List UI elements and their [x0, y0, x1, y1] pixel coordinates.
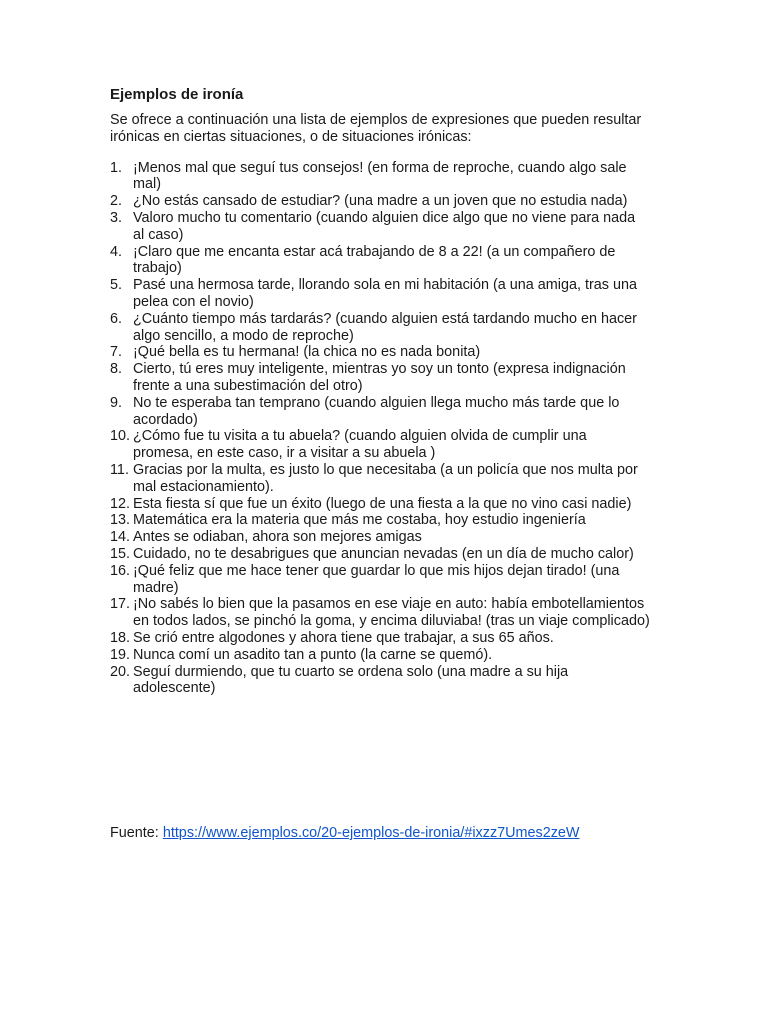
- list-item-text: No te esperaba tan temprano (cuando alguien llega mucho más tarde que lo acordado): [133, 394, 620, 428]
- list-item-text: Esta fiesta sí que fue un éxito (luego de una fiesta a la que no vino casi nadie): [133, 495, 632, 512]
- document-body: [110, 86, 650, 697]
- list-item: [110, 630, 650, 647]
- list-item-text: Antes se odiaban, ahora son mejores amigas: [133, 529, 422, 546]
- list-item: [110, 664, 650, 698]
- list-item: [110, 462, 650, 496]
- list-item-number: 9.: [110, 394, 123, 411]
- source-line: [110, 825, 710, 842]
- list-item: [110, 546, 650, 563]
- list-item-text: Matemática era la materia que más me costaba, hoy estudio ingeniería: [133, 512, 586, 529]
- list-item: [110, 361, 650, 395]
- list-item-text: ¿No estás cansado de estudiar? (una madre a un joven que no estudia nada): [133, 193, 628, 210]
- list-item-text: Cuidado, no te desabrigues que anuncian nevadas (en un día de mucho calor): [133, 545, 634, 562]
- list-item-number: 8.: [110, 361, 123, 378]
- list-item-number: 2.: [110, 193, 123, 210]
- list-item-number: 6.: [110, 310, 123, 327]
- list-item-text: ¿Cómo fue tu visita a tu abuela? (cuando alguien olvida de cumplir una promesa, en este caso, ir a visitar a su abuela ): [133, 428, 587, 462]
- list-item: [110, 277, 650, 311]
- list-item-number: 18.: [110, 629, 131, 646]
- intro-paragraph: Se ofrece a continuación una lista de ejemplos de expresiones que pueden resultar irónicas en ciertas situaciones, o de situaciones irónicas:: [110, 112, 642, 145]
- list-item: [110, 193, 650, 210]
- list-item: [110, 496, 650, 513]
- list-item-text: ¿Cuánto tiempo más tardarás? (cuando alguien está tardando mucho en hacer algo sencillo, a modo de reproche): [133, 310, 637, 344]
- source-link[interactable]: https://www.ejemplos.co/20-ejemplos-de-ironia/#ixzz7Umes2zeW: [162, 825, 580, 841]
- list-item-text: ¡Qué bella es tu hermana! (la chica no es nada bonita): [133, 344, 481, 361]
- list-item-number: 11.: [110, 461, 129, 478]
- list-item-number: 14.: [110, 529, 131, 546]
- list-item-number: 7.: [110, 344, 123, 361]
- list-item-number: 13.: [110, 512, 131, 529]
- list-item-text: ¡Menos mal que seguí tus consejos! (en forma de reproche, cuando algo sale mal): [133, 159, 627, 193]
- list-item: [110, 647, 650, 664]
- list-item: [110, 428, 650, 462]
- list-item-number: 1.: [110, 159, 123, 176]
- list-item: [110, 311, 650, 345]
- list-item: [110, 344, 650, 361]
- list-item-text: Seguí durmiendo, que tu cuarto se ordena solo (una madre a su hija adolescente): [133, 663, 569, 697]
- list-item-number: 20.: [110, 663, 131, 680]
- list-item: [110, 512, 650, 529]
- list-item-number: 12.: [110, 495, 131, 512]
- list-item: [110, 210, 650, 244]
- list-item-number: 19.: [110, 646, 131, 663]
- list-item-text: Gracias por la multa, es justo lo que necesitaba (a un policía que nos multa por mal estacionamiento).: [133, 461, 638, 495]
- list-item-number: 5.: [110, 277, 123, 294]
- list-item-text: ¡Qué feliz que me hace tener que guardar lo que mis hijos dejan tirado! (una madre): [133, 562, 620, 596]
- list-item-number: 10.: [110, 428, 131, 445]
- list-item-number: 3.: [110, 209, 123, 226]
- list-item: [110, 160, 650, 194]
- list-item: [110, 596, 650, 630]
- source-label: Fuente:: [110, 825, 163, 841]
- list-item-text: Cierto, tú eres muy inteligente, mientras yo soy un tonto (expresa indignación frente a una subestimación del otro): [133, 361, 626, 394]
- document-title: Ejemplos de ironía: [110, 86, 244, 103]
- list-item-number: 16.: [110, 562, 131, 579]
- list-item-text: ¡No sabés lo bien que la pasamos en ese viaje en auto: había embotellamientos en todos lados, se pinchó la goma, y encima diluviaba! (tras un viaje complicado): [133, 596, 650, 630]
- examples-list: [110, 160, 650, 698]
- list-item-text: Pasé una hermosa tarde, llorando sola en mi habitación (a una amiga, tras una pelea con el novio): [133, 277, 637, 310]
- list-item: [110, 395, 650, 429]
- list-item-text: Se crió entre algodones y ahora tiene que trabajar, a sus 65 años.: [133, 629, 554, 646]
- list-item-text: ¡Claro que me encanta estar acá trabajando de 8 a 22! (a un compañero de trabajo): [133, 243, 616, 277]
- list-item-number: 15.: [110, 545, 131, 562]
- list-item: [110, 529, 650, 546]
- list-item-text: Valoro mucho tu comentario (cuando alguien dice algo que no viene para nada al caso): [133, 209, 636, 243]
- list-item-number: 4.: [110, 243, 123, 260]
- list-item: [110, 563, 650, 597]
- list-item: [110, 244, 650, 278]
- list-item-number: 17.: [110, 596, 131, 613]
- list-item-text: Nunca comí un asadito tan a punto (la carne se quemó).: [133, 646, 493, 663]
